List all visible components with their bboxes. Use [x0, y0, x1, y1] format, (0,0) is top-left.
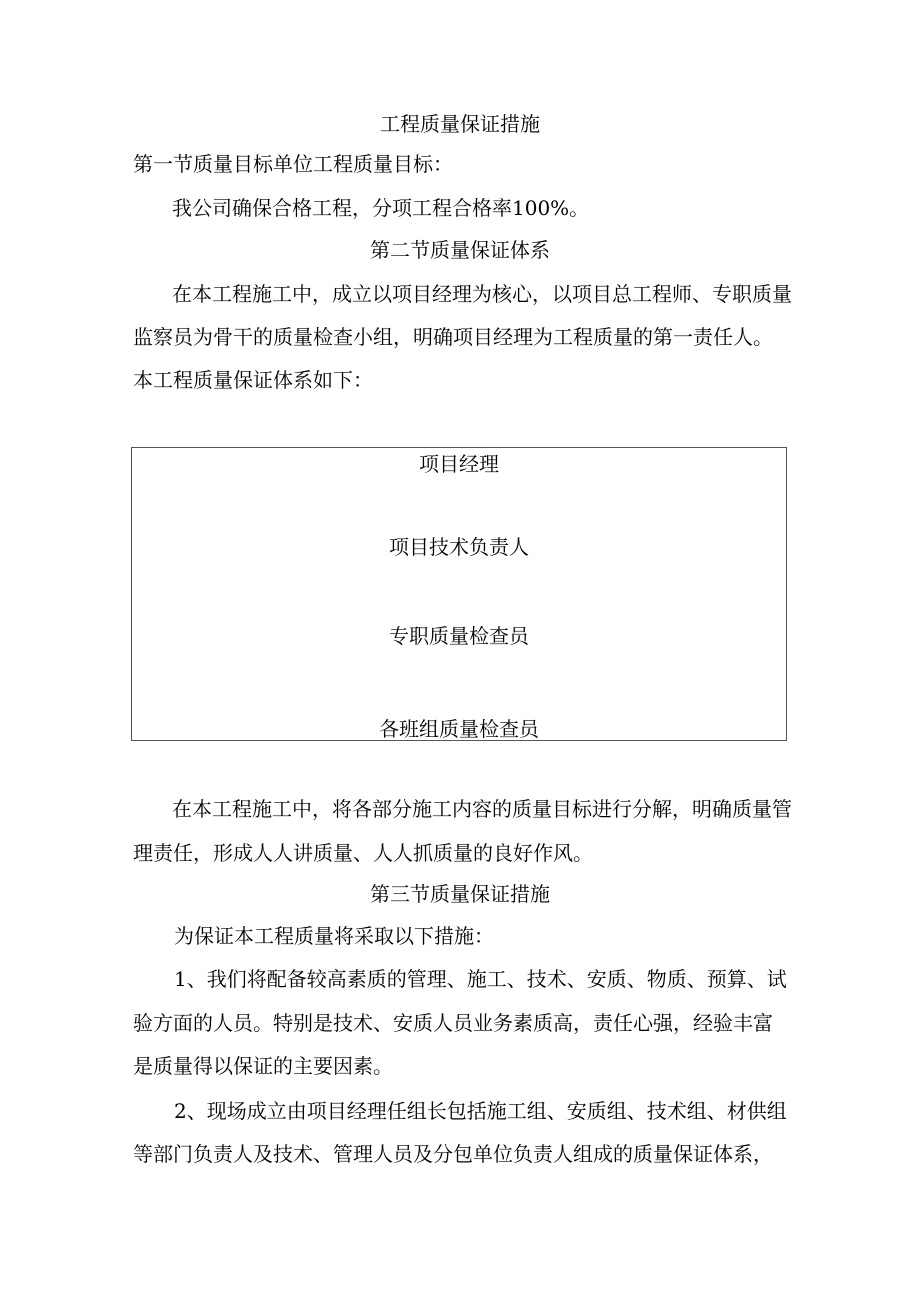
org-node-team-inspectors: 各班组质量检查员: [379, 717, 539, 741]
section1-body: 我公司确保合格工程，分项工程合格率100%。: [172, 196, 590, 220]
quality-org-chart: [131, 447, 787, 741]
document-title: 工程质量保证措施: [380, 112, 540, 136]
section2-after-line-2: 理责任，形成人人讲质量、人人抓质量的良好作风。: [133, 841, 593, 865]
section3-intro: 为保证本工程质量将采取以下措施：: [174, 924, 494, 948]
section2-intro-line-3: 本工程质量保证体系如下：: [133, 368, 373, 392]
section2-heading: 第二节质量保证体系: [370, 238, 550, 262]
org-node-project-manager: 项目经理: [419, 452, 499, 476]
section1-heading: 第一节质量目标单位工程质量目标：: [133, 152, 453, 176]
section3-heading: 第三节质量保证措施: [370, 882, 550, 906]
measure-2-line-1: 2、现场成立由项目经理任组长包括施工组、安质组、技术组、材供组: [174, 1099, 787, 1123]
org-node-technical-lead: 项目技术负责人: [389, 535, 529, 559]
section2-intro-line-2: 监察员为骨干的质量检查小组，明确项目经理为工程质量的第一责任人。: [133, 325, 773, 349]
section2-after-line-1: 在本工程施工中，将各部分施工内容的质量目标进行分解，明确质量管: [172, 797, 792, 821]
measure-1-line-3: 是质量得以保证的主要因素。: [133, 1054, 393, 1078]
section2-intro-line-1: 在本工程施工中，成立以项目经理为核心，以项目总工程师、专职质量: [172, 282, 792, 306]
measure-1-line-2: 验方面的人员。特别是技术、安质人员业务素质高，责任心强，经验丰富: [133, 1011, 773, 1035]
measure-2-line-2: 等部门负责人及技术、管理人员及分包单位负责人组成的质量保证体系，: [133, 1142, 773, 1166]
measure-1-line-1: 1、我们将配备较高素质的管理、施工、技术、安质、物质、预算、试: [174, 967, 787, 991]
org-node-quality-inspector: 专职质量检查员: [389, 624, 529, 648]
